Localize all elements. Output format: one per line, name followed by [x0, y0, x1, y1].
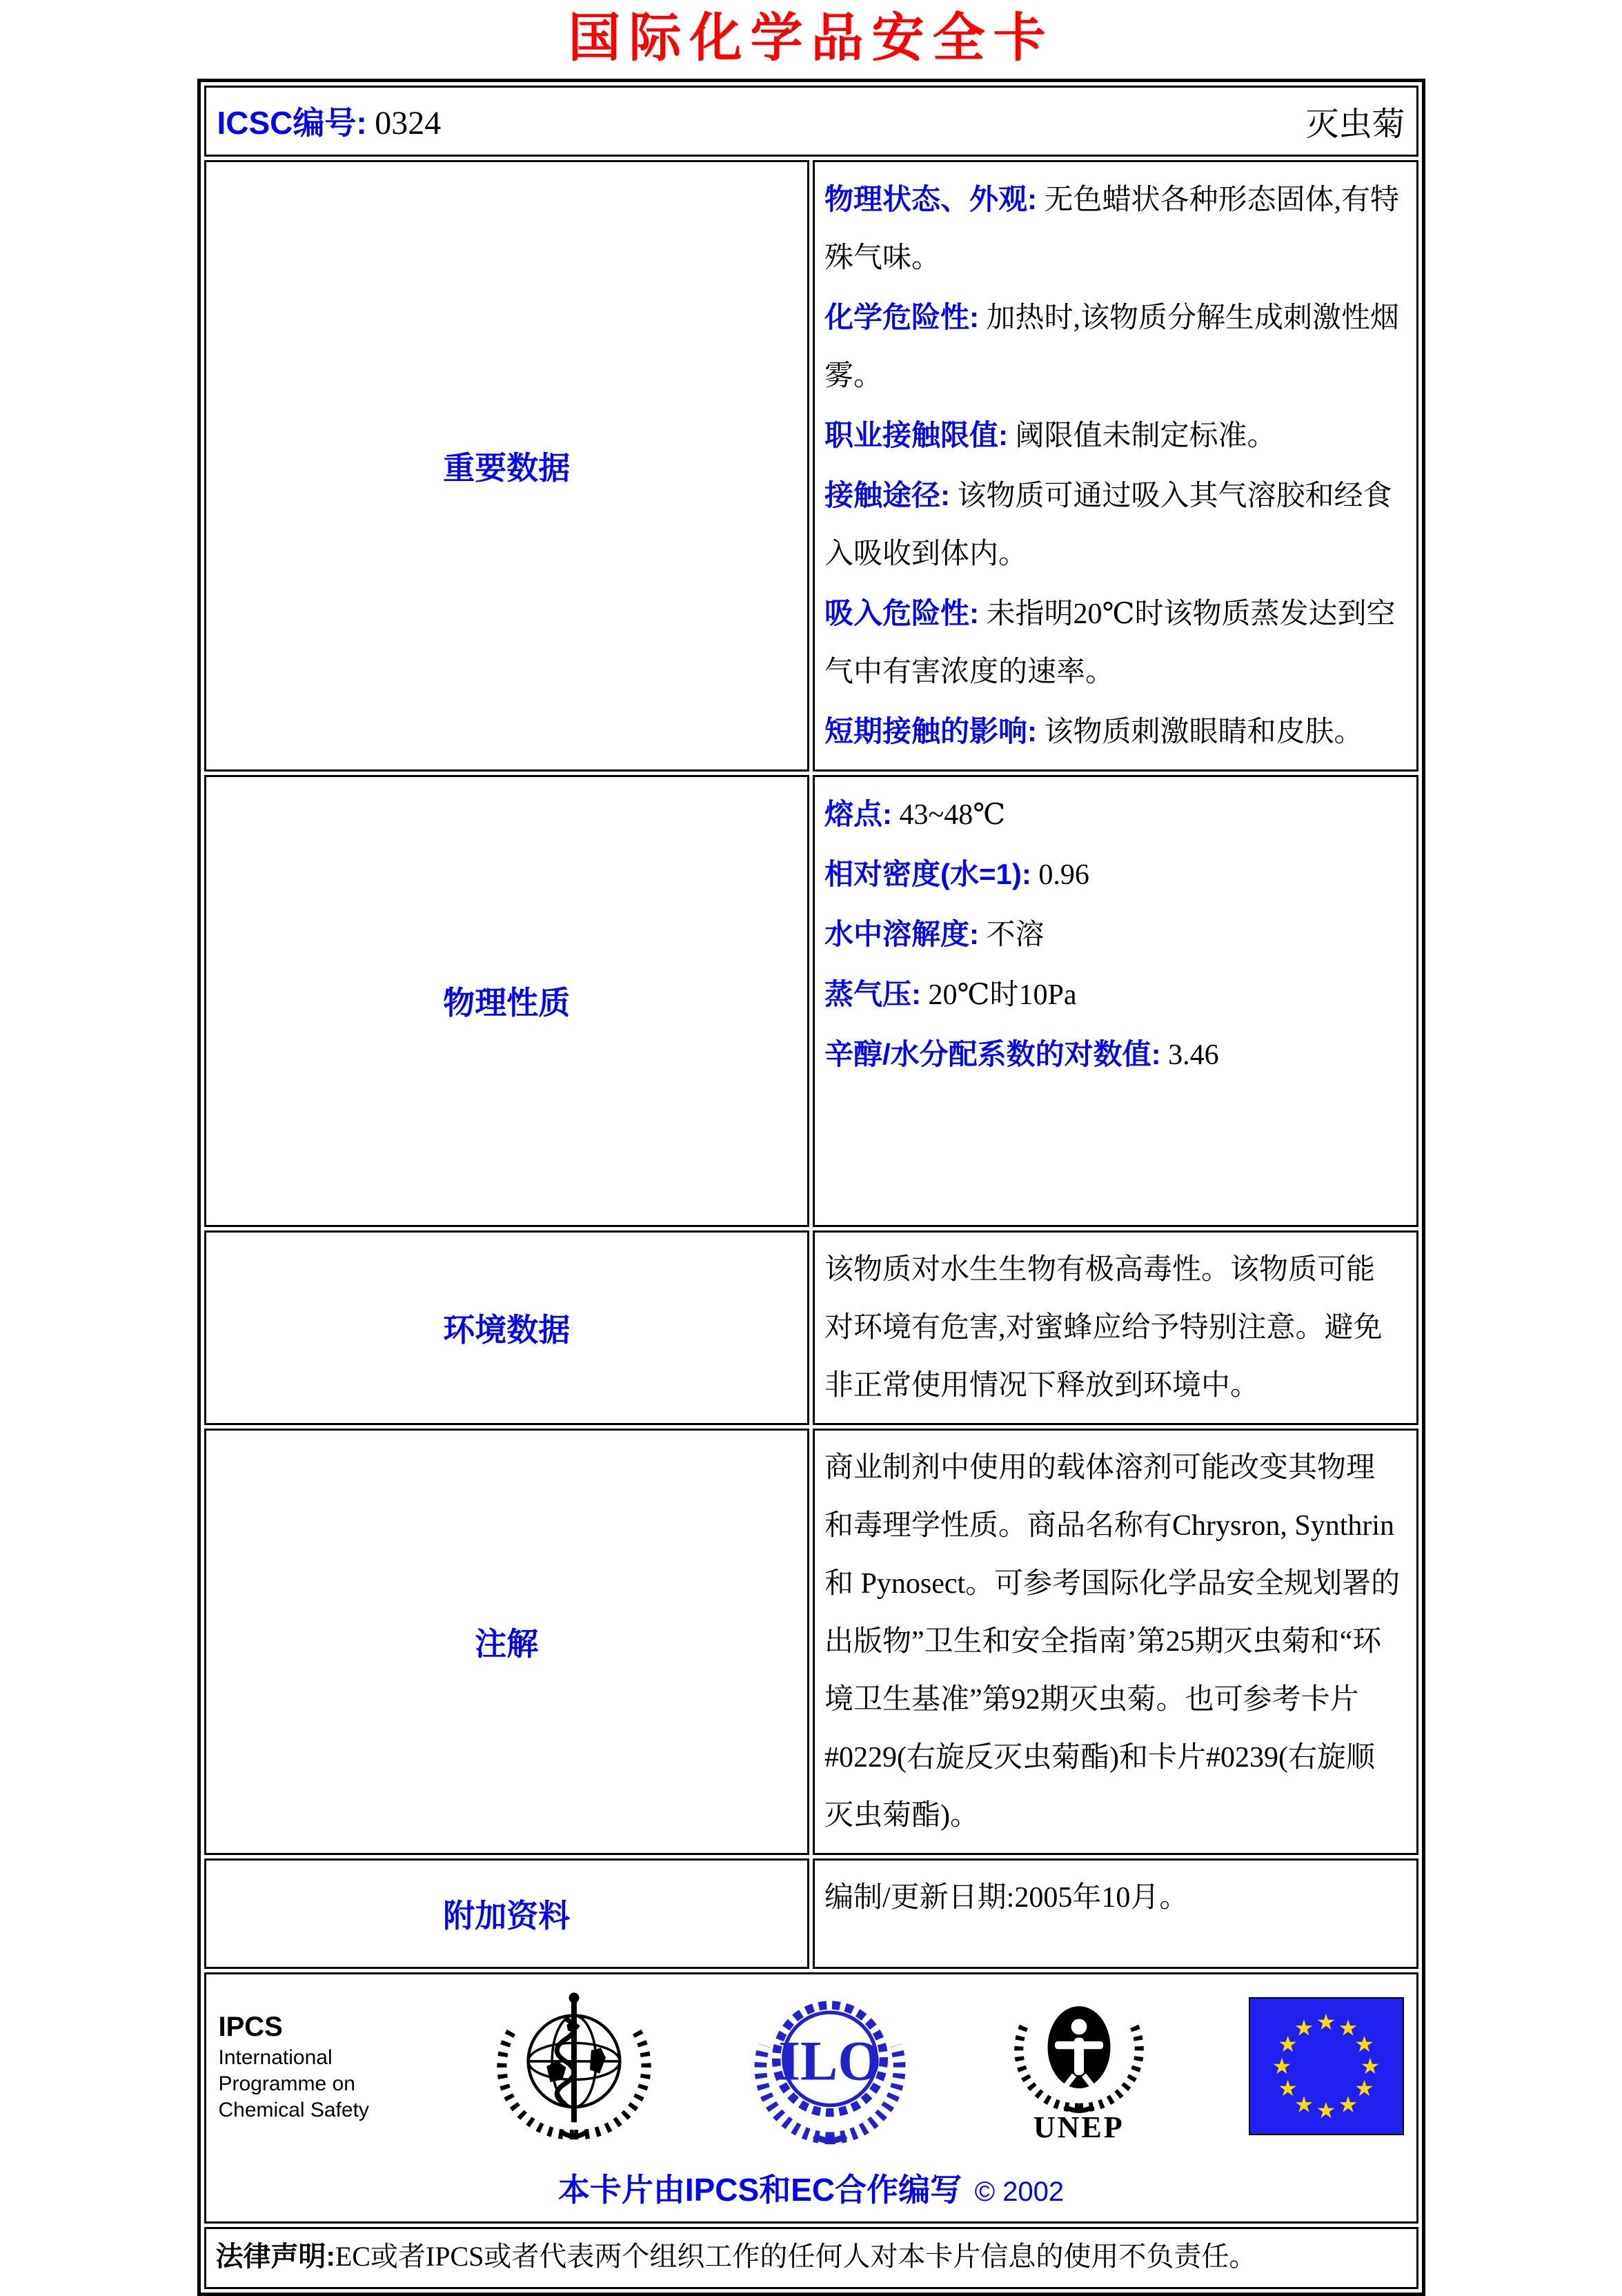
notes-content — [813, 1429, 1418, 1855]
page-title: 国际化学品安全卡 — [568, 9, 1054, 68]
section-label-important-data: 重要数据 — [204, 160, 810, 772]
icsc-number-group — [217, 98, 442, 144]
important-data-item: 吸入危险性: 未指明20℃时该物质蒸发达到空气中有害浓度的速率。 — [824, 596, 1396, 688]
physical-property-item: 熔点: 43~48℃ — [824, 797, 1006, 831]
icsc-number-value: 0324 — [375, 105, 442, 142]
icsc-card-table — [197, 79, 1425, 2296]
section-label-environmental-data: 环境数据 — [204, 1230, 810, 1425]
chemical-name: 灭虫菊 — [1305, 106, 1405, 143]
physical-property-item: 水中溶解度: 不溶 — [824, 917, 1045, 951]
ipcs-title: IPCS — [218, 2011, 283, 2042]
physical-property-item: 相对密度(水=1): 0.96 — [824, 857, 1089, 891]
physical-property-item: 蒸气压: 20℃时10Pa — [824, 977, 1077, 1011]
logos-cell — [204, 1972, 1418, 2224]
important-data-item: 接触途径: 该物质可通过吸入其气溶胶和经食入吸收到体内。 — [824, 478, 1392, 570]
important-data-item: 短期接触的影响: 该物质刺激眼睛和皮肤。 — [824, 714, 1363, 748]
eu-flag-icon: ★ ★ ★ ★ ★ ★ ★ ★ ★ ★ ★ ★ — [1249, 1997, 1404, 2135]
legal-notice-label: 法律声明: — [215, 2241, 335, 2272]
important-data-item: 物理状态、外观: 无色蜡状各种形态固体,有特殊气味。 — [824, 182, 1400, 274]
physical-properties-row — [204, 775, 1418, 1227]
environmental-data-text: 该物质对水生生物有极高毒性。该物质可能对环境有危害,对蜜蜂应给予特别注意。避免非正常使用情况下释放到环境中。 — [824, 1253, 1383, 1402]
important-data-content — [813, 160, 1418, 772]
ipcs-line: Chemical Safety — [218, 2098, 369, 2121]
ipcs-line: International — [218, 2045, 333, 2069]
ipcs-line: Programme on — [218, 2072, 355, 2095]
legal-cell — [204, 2227, 1418, 2289]
caption-copyright: © 2002 — [974, 2176, 1065, 2207]
additional-info-text: 编制/更新日期:2005年10月。 — [824, 1881, 1189, 1914]
notes-row — [204, 1429, 1418, 1855]
unep-label: UNEP — [1033, 2110, 1125, 2145]
legal-notice-text: EC或者IPCS或者代表两个组织工作的任何人对本卡片信息的使用不负责任。 — [335, 2240, 1257, 2272]
notes-text: 商业制剂中使用的载体溶剂可能改变其物理和毒理学性质。商品名称有Chrysron, Synthrin和 Pynosect。可参考国际化学品安全规划署的出版物”卫生和安全指南’第25期灭虫菊和“环境卫生基准”第92期灭虫菊。也可参考卡片#0229(右旋反灭虫菊酯)和卡片#0239(右旋顺灭虫菊酯)。 — [824, 1451, 1401, 1832]
unep-logo-icon — [1007, 1989, 1151, 2143]
section-label-notes: 注解 — [204, 1429, 810, 1855]
header-row — [204, 86, 1418, 157]
logos-row — [204, 1972, 1418, 2224]
legal-notice — [216, 2236, 1407, 2277]
environmental-data-row — [204, 1230, 1418, 1425]
section-label-additional-info: 附加资料 — [204, 1858, 810, 1969]
section-label-physical-properties: 物理性质 — [204, 775, 810, 1227]
physical-properties-content — [813, 775, 1418, 1227]
important-data-item: 职业接触限值: 阈限值未制定标准。 — [824, 418, 1276, 452]
legal-row — [204, 2227, 1418, 2289]
ipcs-text-block — [219, 2009, 398, 2123]
additional-info-row — [204, 1858, 1418, 1969]
important-data-row — [204, 160, 1418, 772]
caption-text: 本卡片由IPCS和EC合作编写 — [557, 2171, 962, 2208]
environmental-data-content — [813, 1230, 1418, 1425]
card-caption — [213, 2165, 1410, 2210]
icsc-number-label: ICSC编号: — [217, 105, 367, 141]
ilo-logo-icon — [751, 1987, 909, 2146]
additional-info-content — [813, 1858, 1418, 1969]
physical-property-item: 辛醇/水分配系数的对数值: 3.46 — [824, 1037, 1219, 1071]
header-cell — [204, 86, 1418, 157]
who-logo-icon — [495, 1987, 653, 2146]
ilo-letters: ILO — [778, 2029, 882, 2092]
important-data-item: 化学危险性: 加热时,该物质分解生成刺激性烟雾。 — [824, 300, 1400, 392]
